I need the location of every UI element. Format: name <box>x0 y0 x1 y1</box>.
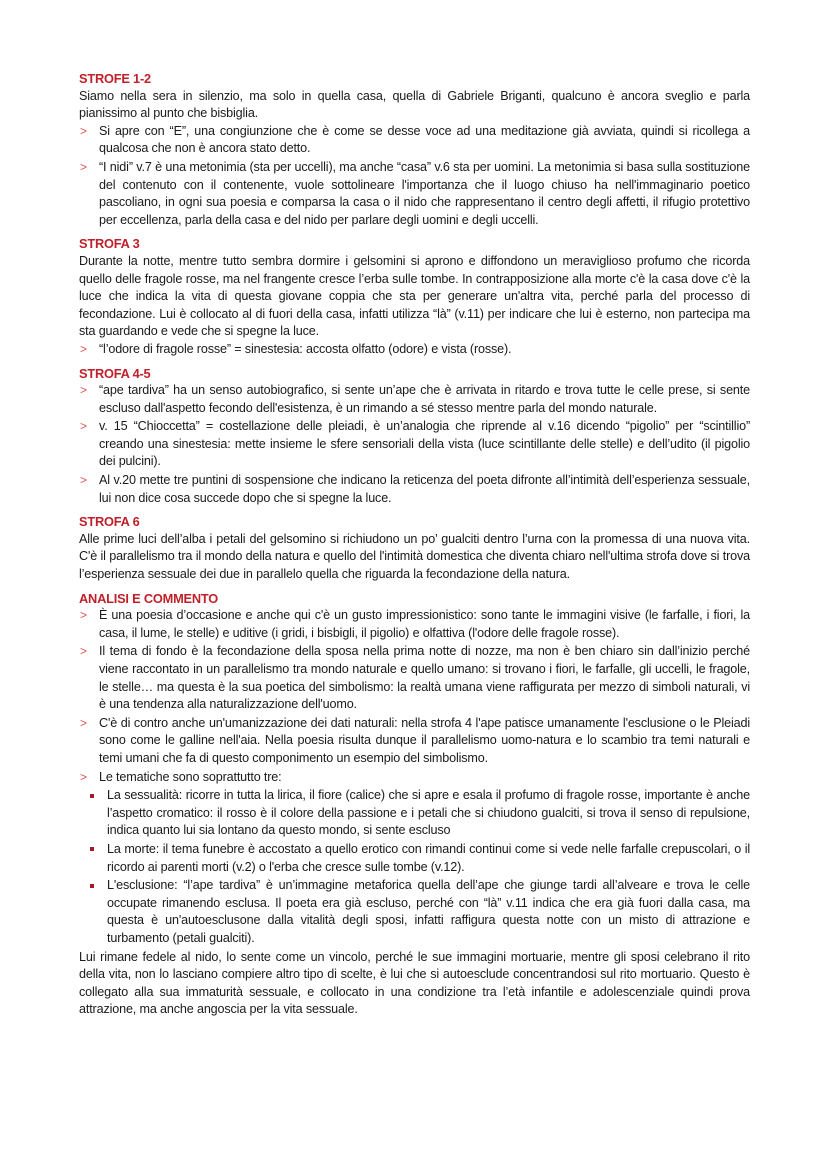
list-item-text: È una poesia d’occasione e anche qui c'è un gusto impressionistico: sono tante le immagini visive (le farfalle, i fiori, la casa, il lume, le stelle) e uditive (i gridi, i bisbigli, il pigolio) e olfattiva (l'odore delle fragole rosse). <box>99 608 750 640</box>
list-item-text: v. 15 “Chioccetta” = costellazione delle pleiadi, è un’analogia che riprende al v.16 dicendo “pigolio” per “scintillio” creando una sinestesia: mette insieme le sfere sensoriali della vista (luce scintillante delle stelle) e dell’udito (il pigolio dei pulcini). <box>99 419 750 469</box>
list-item <box>79 418 750 471</box>
list-item <box>79 643 750 713</box>
chevron-right-icon: > <box>80 383 87 398</box>
chevron-right-icon: > <box>80 608 87 623</box>
bullet-list <box>79 607 750 786</box>
closing-paragraph: Lui rimane fedele al nido, lo sente come un vincolo, perché le sue immagini mortuarie, mentre gli sposi celebrano il rito della vita, non lo lasciano compiere altro tipo di scelte, è lui che si autoesclude concentrandosi sul rito mortuario. Questo è collegato alla sua immaturità sessuale, e collocato in una condizione tra l’età infantile e adolescenziale quindi prova attrazione, ma anche angoscia per la vita sessuale. <box>79 949 750 1017</box>
list-item <box>79 123 750 158</box>
section-strofe-1-2 <box>79 70 750 229</box>
sub-list-item <box>79 841 750 876</box>
sub-list-item <box>79 877 750 947</box>
chevron-right-icon: > <box>80 341 87 356</box>
chevron-right-icon: > <box>80 123 87 138</box>
chevron-right-icon: > <box>80 419 87 434</box>
section-heading: STROFA 3 <box>79 236 140 252</box>
list-item-text: C'è di contro anche un'umanizzazione dei dati naturali: nella strofa 4 l'ape patisce umanamente l'esclusione o le Pleiadi sono come le galline nell'aia. Nella poesia risulta dunque il parallelismo uomo-natura e lo scambio tra temi naturali e temi umani che fa di questo componimento un esempio del simbolismo. <box>99 715 750 765</box>
bullet-list <box>79 382 750 507</box>
square-bullet-icon <box>90 794 94 798</box>
list-item-text: Le tematiche sono soprattutto tre: <box>99 769 282 784</box>
list-item-text: La morte: il tema funebre è accostato a quello erotico con rimandi continui come si vede nelle farfalle crepuscolari, o il ricordo ai parenti morti (v.2) o l'erba che cresce sulle tombe (v.12). <box>107 841 750 874</box>
section-paragraph: Alle prime luci dell’alba i petali del gelsomino si richiudono un po’ gualciti dentro l’urna con la promessa di una nuova vita. C'è il parallelismo tra il mondo della natura e quello del l'intimità domestica che diventa chiaro nell'ultima strofa dove si trova l’esperienza sessuale dei due in parallelo quella che riguarda la fecondazione della natura. <box>79 531 750 582</box>
document-page <box>79 70 750 1025</box>
list-item <box>79 715 750 768</box>
chevron-right-icon: > <box>80 715 87 730</box>
list-item-text: L'esclusione: “l’ape tardiva” è un’immagine metaforica quella dell’ape che giunge tardi all’alveare e trova le celle occupate rimanendo esclusa. Il poeta era già escluso, perché con “là” v.11 indica che era già fuori dalla casa, ma questa è un'autoesclusone dalla vitalità degli sposi, infatti raffigura questa notte con un misto di attrazione e turbamento (petali gualciti). <box>107 878 750 945</box>
section-strofa-3 <box>79 235 750 358</box>
chevron-right-icon: > <box>80 159 87 174</box>
section-heading: STROFA 6 <box>79 514 140 530</box>
chevron-right-icon: > <box>80 644 87 659</box>
bullet-list <box>79 123 750 230</box>
list-item-text: “I nidi” v.7 è una metonimia (sta per uccelli), ma anche “casa” v.6 sta per uomini. La metonimia si basa sulla sostituzione del contenuto con il contenente, vuole sottolineare l'importanza che il luogo chiuso ha nell'immaginario poetico pascoliano, in ogni sua poesia e comparsa la casa o il nido che rappresentano il centro degli affetti, il rifugio protettivo per eccellenza, parla della casa e del nido per parlare degli uomini e degli uccelli. <box>99 159 750 227</box>
square-bullet-icon <box>90 847 94 851</box>
bullet-list <box>79 341 750 359</box>
section-heading: STROFE 1-2 <box>79 71 151 86</box>
section-analisi-e-commento <box>79 590 750 1019</box>
list-item-text: Si apre con “E”, una congiunzione che è come se desse voce ad una meditazione già avviata, quindi si ricollega a qualcosa che non è ancora stato detto. <box>99 123 750 156</box>
chevron-right-icon: > <box>80 473 87 488</box>
list-item <box>79 607 750 642</box>
list-item <box>79 341 750 359</box>
list-item-text: “l’odore di fragole rosse” = sinestesia: accosta olfatto (odore) e vista (rosse). <box>99 341 512 356</box>
list-item <box>79 472 750 507</box>
chevron-right-icon: > <box>80 769 87 784</box>
list-item <box>79 769 750 787</box>
section-paragraph: Siamo nella sera in silenzio, ma solo in quella casa, quella di Gabriele Briganti, qualcuno è ancora sveglio e parla pianissimo al punto che bisbiglia. <box>79 88 750 121</box>
list-item-text: “ape tardiva” ha un senso autobiografico, si sente un’ape che è arrivata in ritardo e trova tutte le celle prese, si sente escluso dall'aspetto fecondo dell'esistenza, è un rimando a sé stesso mentre parla del mondo naturale. <box>99 383 750 415</box>
section-heading: ANALISI E COMMENTO <box>79 590 219 606</box>
list-item <box>79 159 750 229</box>
list-item-text: Al v.20 mette tre puntini di sospensione che indicano la reticenza del poeta difronte all’intimità dell’esperienza sessuale, lui non dice cosa succede dopo che si spegne la luce. <box>99 473 750 505</box>
section-strofa-6 <box>79 513 750 583</box>
section-strofa-4-5 <box>79 365 750 508</box>
list-item-text: Il tema di fondo è la fecondazione della sposa nella prima notte di nozze, ma non è ben chiaro sin dall’inizio perché viene raccontato in un parallelismo tra mondo naturale e quello umano: si trovano i fiori, le farfalle, gli uccelli, le fragole, le stelle… ma questa è la sua poetica del simbolismo: la realtà umana viene raffigurata per mezzo di simboli naturali, vi è una tendenza alla naturalizzazione dell'uomo. <box>99 644 750 712</box>
sub-bullet-list <box>79 787 750 947</box>
sub-list-item <box>79 787 750 840</box>
section-heading: STROFA 4-5 <box>79 365 151 381</box>
square-bullet-icon <box>90 884 94 888</box>
section-paragraph: Durante la notte, mentre tutto sembra dormire i gelsomini si aprono e diffondono un meraviglioso profumo che ricorda quello delle fragole rosse, ma nel frangente cresce l’erba sulle tombe. In contrapposizione alla morte c'è la casa dove c'è la luce che indica la vita di questa giovane coppia che sta per generare un'altra vita, perché parla del processo di fecondazione. Lui è collocato al di fuori della casa, infatti utilizza “là” (v.11) per indicare che lui è esterno, non partecipa ma sta guardando e vede che si spegne la luce. <box>79 253 750 339</box>
list-item-text: La sessualità: ricorre in tutta la lirica, il fiore (calice) che si apre e esala il profumo di fragole rosse, importante è anche l’aspetto cromatico: il rosso è il colore della passione e i petali che si chiudono gualciti, si trova il senso di repulsione, indica quanto lui sia lontano da questo mondo, si sente escluso <box>107 788 750 838</box>
list-item <box>79 382 750 417</box>
